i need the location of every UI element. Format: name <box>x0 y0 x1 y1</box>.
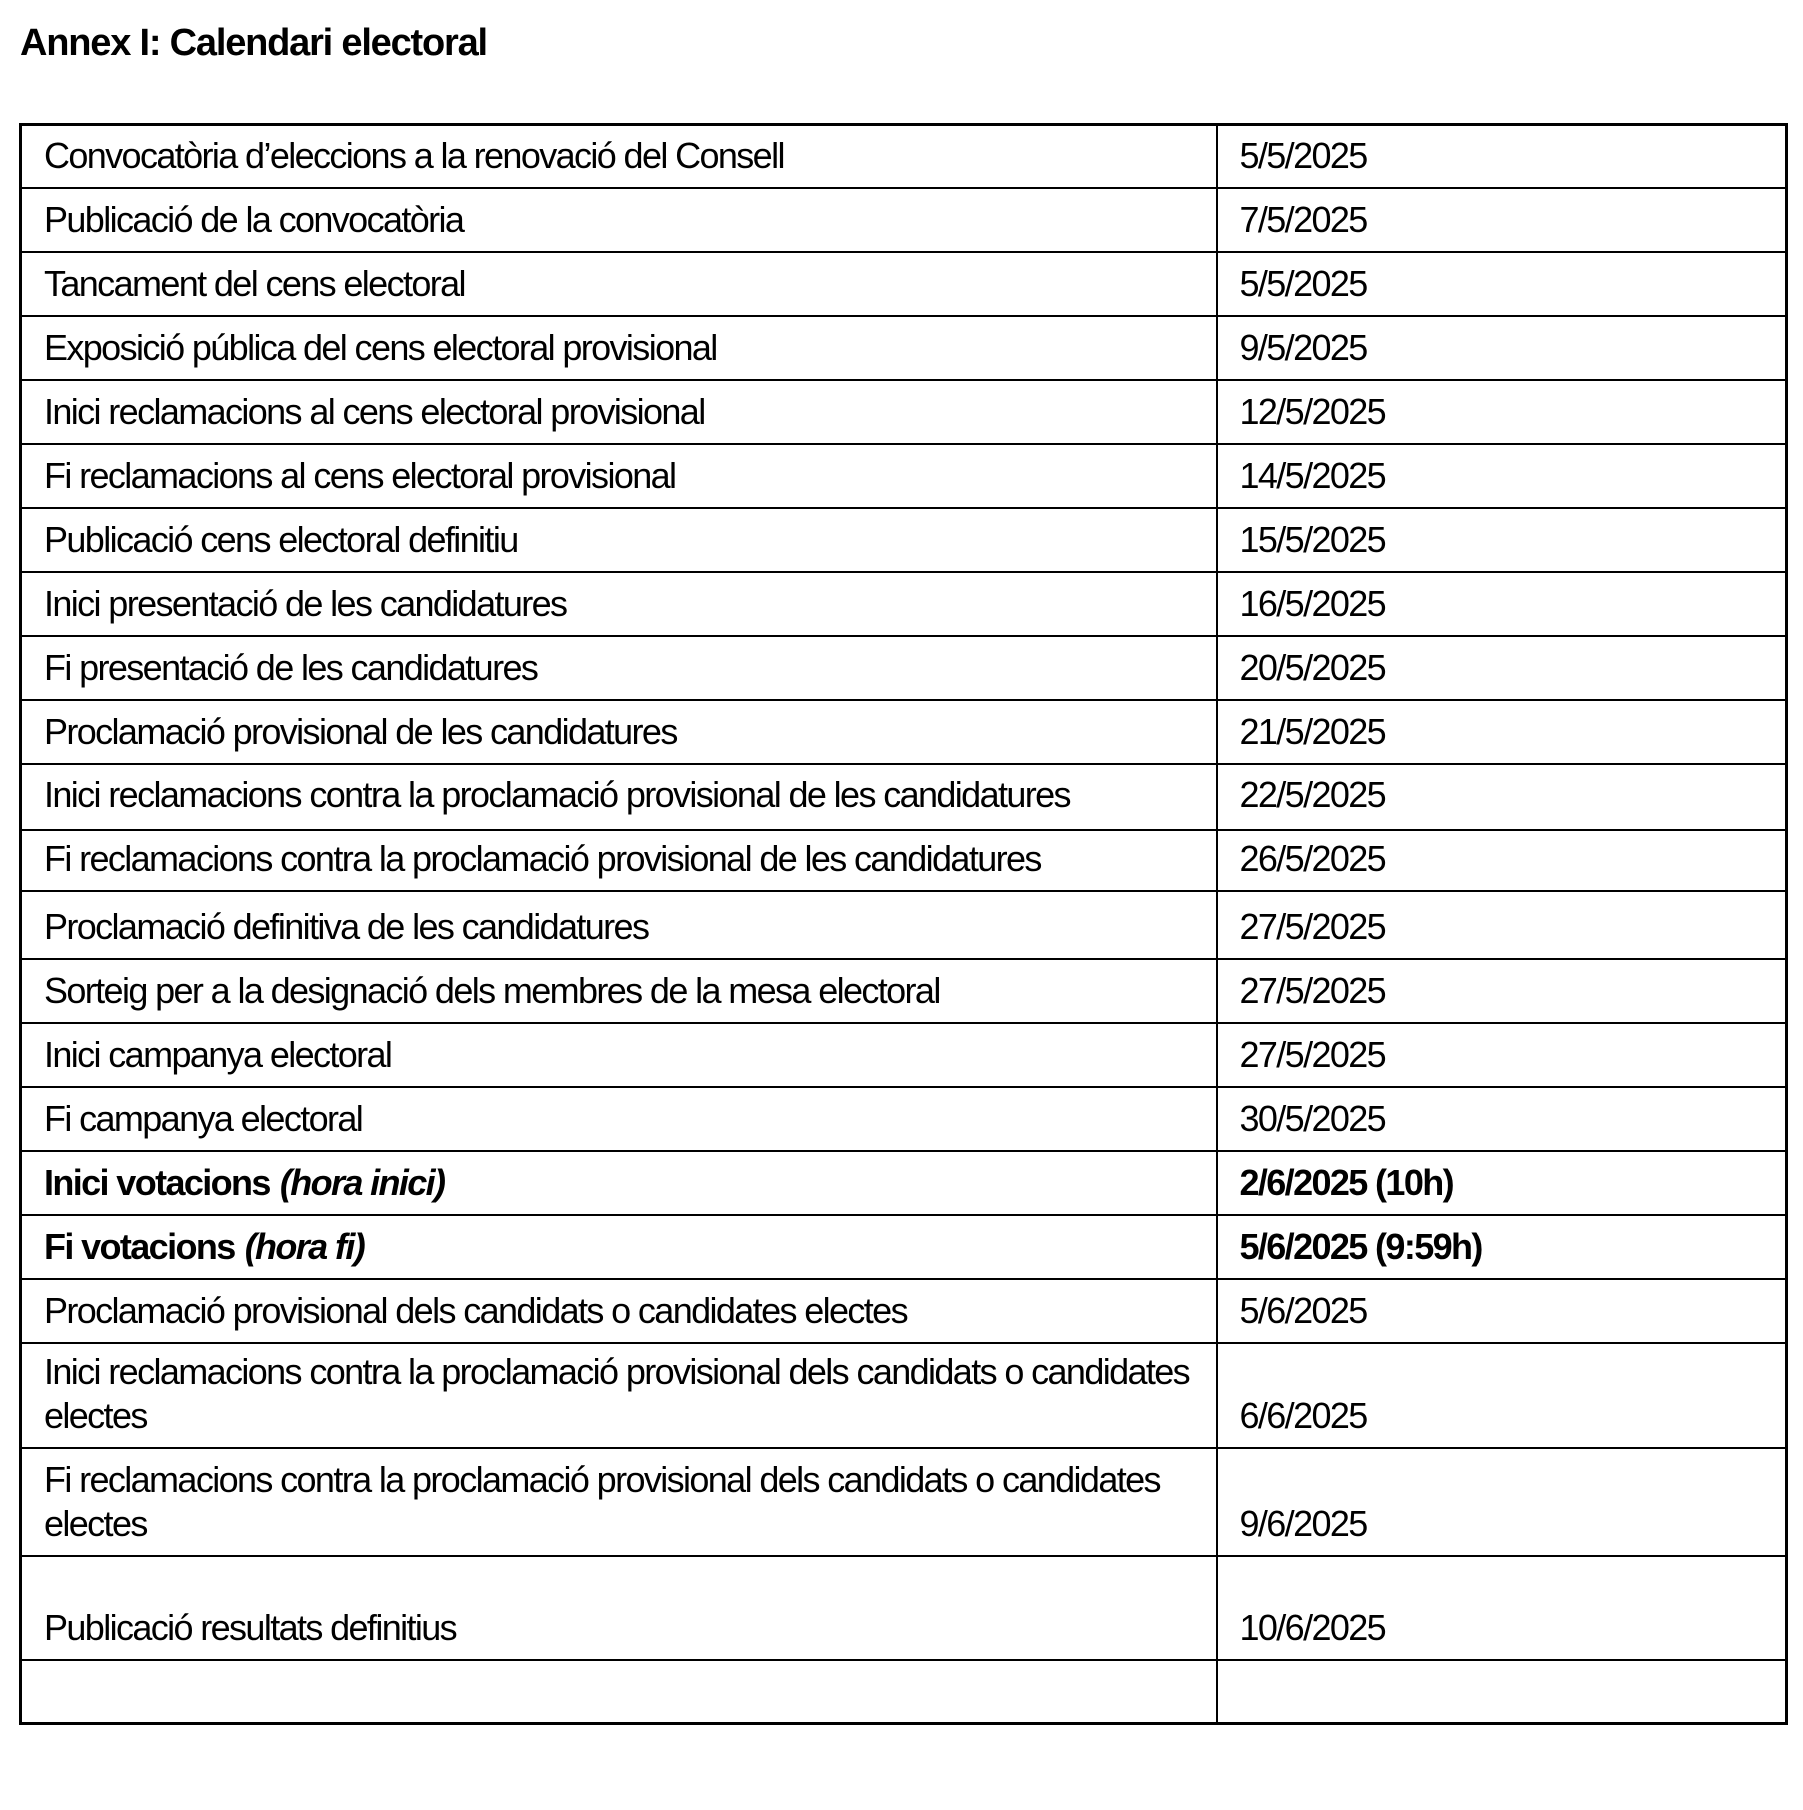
table-row <box>21 636 1787 700</box>
event-date: 21/5/2025 <box>1239 711 1386 753</box>
table-row <box>21 188 1787 252</box>
event-date: 22/5/2025 <box>1239 774 1386 816</box>
event-date: 5/5/2025 <box>1239 263 1367 305</box>
event-date: 16/5/2025 <box>1239 583 1386 625</box>
event-date: 20/5/2025 <box>1239 647 1386 689</box>
event-date: 10/6/2025 <box>1239 1607 1386 1648</box>
date-cell <box>1217 891 1787 959</box>
event-label: Inici reclamacions contra la proclamació provisional de les candidatures <box>44 774 1070 816</box>
event-cell <box>21 188 1217 252</box>
date-cell <box>1217 252 1787 316</box>
table-row <box>21 959 1787 1023</box>
event-label: Sorteig per a la designació dels membres de la mesa electoral <box>44 970 940 1012</box>
table-row <box>21 380 1787 444</box>
table-row <box>21 1448 1787 1556</box>
date-cell <box>1217 700 1787 764</box>
event-cell <box>21 1215 1217 1279</box>
event-label: Publicació de la convocatòria <box>44 199 464 241</box>
date-cell <box>1217 1279 1787 1343</box>
event-date: 26/5/2025 <box>1239 838 1386 880</box>
event-cell <box>21 636 1217 700</box>
table-row <box>21 252 1787 316</box>
event-cell <box>21 508 1217 572</box>
event-label: Fi campanya electoral <box>44 1098 363 1140</box>
date-cell <box>1217 124 1787 188</box>
event-cell <box>21 1448 1217 1556</box>
event-cell <box>21 1343 1217 1448</box>
date-cell <box>1217 1087 1787 1151</box>
date-cell <box>1217 764 1787 830</box>
date-cell <box>1217 444 1787 508</box>
event-cell <box>21 1660 1217 1724</box>
event-date: 5/6/2025 <box>1239 1290 1367 1332</box>
event-cell <box>21 700 1217 764</box>
event-label: Fi presentació de les candidatures <box>44 647 538 689</box>
table-row <box>21 1023 1787 1087</box>
event-label: Fi reclamacions contra la proclamació provisional de les candidatures <box>44 838 1041 880</box>
event-cell <box>21 316 1217 380</box>
event-date: 14/5/2025 <box>1239 455 1386 497</box>
table-row <box>21 316 1787 380</box>
event-label: Proclamació provisional dels candidats o candidates electes <box>44 1290 907 1332</box>
table-row <box>21 1279 1787 1343</box>
event-date: 30/5/2025 <box>1239 1098 1386 1140</box>
table-row <box>21 891 1787 959</box>
event-cell <box>21 380 1217 444</box>
date-cell <box>1217 1151 1787 1215</box>
event-cell <box>21 252 1217 316</box>
event-label: Fi reclamacions contra la proclamació provisional dels candidats o candidates electes <box>44 1459 1160 1544</box>
date-cell <box>1217 572 1787 636</box>
date-cell <box>1217 959 1787 1023</box>
event-note: (hora inici) <box>279 1162 445 1204</box>
electoral-calendar-table <box>19 123 1788 1726</box>
table-row <box>21 700 1787 764</box>
event-label: Fi votacions <box>44 1226 235 1268</box>
date-cell <box>1217 1343 1787 1448</box>
event-cell <box>21 572 1217 636</box>
event-date: 27/5/2025 <box>1239 906 1386 948</box>
date-cell <box>1217 830 1787 891</box>
date-cell <box>1217 188 1787 252</box>
table-row <box>21 1556 1787 1660</box>
event-date: 27/5/2025 <box>1239 970 1386 1012</box>
date-cell <box>1217 316 1787 380</box>
date-cell <box>1217 1448 1787 1556</box>
event-label: Proclamació definitiva de les candidatures <box>44 906 649 948</box>
table-row <box>21 444 1787 508</box>
event-note: (hora fi) <box>244 1226 365 1268</box>
event-date: 15/5/2025 <box>1239 519 1386 561</box>
event-cell <box>21 444 1217 508</box>
event-cell <box>21 1087 1217 1151</box>
date-cell <box>1217 1556 1787 1660</box>
event-date: 6/6/2025 <box>1239 1395 1367 1436</box>
event-label: Inici reclamacions contra la proclamació provisional dels candidats o candidates electes <box>44 1351 1190 1436</box>
date-cell <box>1217 1023 1787 1087</box>
table-row <box>21 1151 1787 1215</box>
event-label: Fi reclamacions al cens electoral provisional <box>44 455 676 497</box>
event-cell <box>21 764 1217 830</box>
event-label: Inici votacions <box>44 1162 270 1204</box>
table-row <box>21 124 1787 188</box>
event-label: Publicació cens electoral definitiu <box>44 519 518 561</box>
event-label: Publicació resultats definitius <box>44 1607 457 1648</box>
event-label: Proclamació provisional de les candidatures <box>44 711 677 753</box>
event-cell <box>21 1151 1217 1215</box>
event-label: Inici presentació de les candidatures <box>44 583 567 625</box>
event-cell <box>21 124 1217 188</box>
event-label: Inici reclamacions al cens electoral provisional <box>44 391 705 433</box>
table-row <box>21 1343 1787 1448</box>
calendar-table-body <box>21 124 1787 1724</box>
table-row <box>21 830 1787 891</box>
event-cell <box>21 1556 1217 1660</box>
table-row <box>21 1215 1787 1279</box>
event-date: 5/6/2025 (9:59h) <box>1239 1226 1482 1268</box>
event-label: Convocatòria d’eleccions a la renovació del Consell <box>44 135 784 177</box>
event-date: 5/5/2025 <box>1239 135 1367 177</box>
event-cell <box>21 1023 1217 1087</box>
event-cell <box>21 1279 1217 1343</box>
event-cell <box>21 959 1217 1023</box>
event-cell <box>21 891 1217 959</box>
date-cell <box>1217 1660 1787 1724</box>
event-date: 9/6/2025 <box>1239 1503 1367 1544</box>
table-row <box>21 764 1787 830</box>
table-row <box>21 572 1787 636</box>
date-cell <box>1217 380 1787 444</box>
event-date: 12/5/2025 <box>1239 391 1386 433</box>
event-date: 2/6/2025 (10h) <box>1239 1162 1453 1204</box>
event-date: 7/5/2025 <box>1239 199 1367 241</box>
date-cell <box>1217 636 1787 700</box>
event-label: Tancament del cens electoral <box>44 263 465 305</box>
page-title: Annex I: Calendari electoral <box>20 22 487 64</box>
event-label: Inici campanya electoral <box>44 1034 392 1076</box>
table-row <box>21 1087 1787 1151</box>
table-row <box>21 508 1787 572</box>
event-label: Exposició pública del cens electoral provisional <box>44 327 717 369</box>
table-row <box>21 1660 1787 1724</box>
event-date: 27/5/2025 <box>1239 1034 1386 1076</box>
date-cell <box>1217 508 1787 572</box>
date-cell <box>1217 1215 1787 1279</box>
event-cell <box>21 830 1217 891</box>
event-date: 9/5/2025 <box>1239 327 1367 369</box>
